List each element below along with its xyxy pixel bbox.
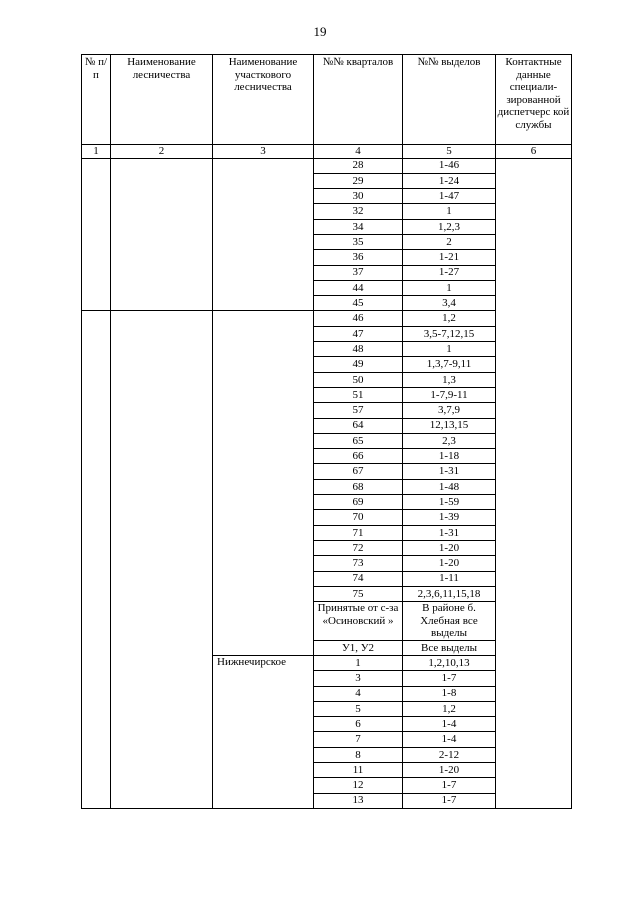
number-cell bbox=[82, 311, 111, 808]
allotment-cell: 3,5-7,12,15 bbox=[403, 326, 496, 341]
quarter-cell: 50 bbox=[314, 372, 403, 387]
allotment-cell: Все выделы bbox=[403, 640, 496, 655]
allotment-cell: 1-7 bbox=[403, 778, 496, 793]
column-number-row bbox=[82, 145, 572, 159]
allotment-cell: 3,7,9 bbox=[403, 403, 496, 418]
quarter-cell: 44 bbox=[314, 280, 403, 295]
allotment-cell: 1 bbox=[403, 204, 496, 219]
allotment-cell: 1,2 bbox=[403, 701, 496, 716]
quarter-cell: 45 bbox=[314, 296, 403, 311]
allotment-cell: 1-39 bbox=[403, 510, 496, 525]
quarter-cell: 66 bbox=[314, 449, 403, 464]
quarter-cell: 3 bbox=[314, 671, 403, 686]
district-forestry-cell bbox=[213, 311, 314, 655]
allotment-cell: 1,3,7-9,11 bbox=[403, 357, 496, 372]
header-quarters: №№ кварталов bbox=[314, 55, 403, 145]
quarter-cell: 72 bbox=[314, 540, 403, 555]
district-forestry-cell: Нижнечирское bbox=[213, 655, 314, 808]
allotment-cell: 1-21 bbox=[403, 250, 496, 265]
quarter-cell: 6 bbox=[314, 717, 403, 732]
allotment-cell: 1-46 bbox=[403, 158, 496, 173]
allotment-cell: 2-12 bbox=[403, 747, 496, 762]
quarter-cell: 49 bbox=[314, 357, 403, 372]
quarter-cell: 30 bbox=[314, 189, 403, 204]
quarter-cell: 5 bbox=[314, 701, 403, 716]
quarter-cell: 1 bbox=[314, 655, 403, 670]
allotment-cell: 1-20 bbox=[403, 556, 496, 571]
quarter-cell: 29 bbox=[314, 173, 403, 188]
contact-cell bbox=[496, 158, 572, 808]
quarter-cell: 75 bbox=[314, 586, 403, 601]
allotment-cell: 1-59 bbox=[403, 495, 496, 510]
forestry-cell bbox=[111, 158, 213, 311]
header-dispatch-contacts: Контактные данные специали-зированной диспетчерс кой службы bbox=[496, 55, 572, 145]
allotment-cell: 1-7 bbox=[403, 793, 496, 808]
allotment-cell: 1-4 bbox=[403, 717, 496, 732]
allotment-cell: 1 bbox=[403, 342, 496, 357]
quarter-cell: 73 bbox=[314, 556, 403, 571]
quarter-cell: 47 bbox=[314, 326, 403, 341]
allotment-cell: 1-20 bbox=[403, 762, 496, 777]
quarter-cell: 8 bbox=[314, 747, 403, 762]
allotment-cell: 1-20 bbox=[403, 540, 496, 555]
quarter-cell: 74 bbox=[314, 571, 403, 586]
table-row bbox=[82, 158, 572, 173]
header-district-forestry: Наименование участкового лесничества bbox=[213, 55, 314, 145]
allotment-cell: 2 bbox=[403, 234, 496, 249]
quarter-cell: 4 bbox=[314, 686, 403, 701]
quarter-cell: 12 bbox=[314, 778, 403, 793]
allotment-cell: 1-7 bbox=[403, 671, 496, 686]
page-number: 19 bbox=[313, 24, 327, 39]
quarter-cell: 32 bbox=[314, 204, 403, 219]
allotment-cell: 1,3 bbox=[403, 372, 496, 387]
header-allotments: №№ выделов bbox=[403, 55, 496, 145]
allotment-cell: 1,2 bbox=[403, 311, 496, 326]
allotment-cell: 1-11 bbox=[403, 571, 496, 586]
quarter-cell: 57 bbox=[314, 403, 403, 418]
quarter-cell: 13 bbox=[314, 793, 403, 808]
header-forestry: Наименование лесничества bbox=[111, 55, 213, 145]
district-forestry-cell bbox=[213, 158, 314, 311]
allotment-cell: 2,3,6,11,15,18 bbox=[403, 586, 496, 601]
column-number: 6 bbox=[496, 145, 572, 159]
column-number: 2 bbox=[111, 145, 213, 159]
quarter-cell: 67 bbox=[314, 464, 403, 479]
forestry-table bbox=[81, 54, 572, 809]
forestry-cell bbox=[111, 311, 213, 808]
allotment-cell: 1-27 bbox=[403, 265, 496, 280]
quarter-cell: 34 bbox=[314, 219, 403, 234]
quarter-cell: 35 bbox=[314, 234, 403, 249]
allotment-cell: 1 bbox=[403, 280, 496, 295]
quarter-cell: 70 bbox=[314, 510, 403, 525]
quarter-cell: 46 bbox=[314, 311, 403, 326]
quarter-cell: 68 bbox=[314, 479, 403, 494]
allotment-cell: 3,4 bbox=[403, 296, 496, 311]
quarter-cell: 37 bbox=[314, 265, 403, 280]
header-number: № п/п bbox=[82, 55, 111, 145]
quarter-cell: 51 bbox=[314, 387, 403, 402]
quarter-cell: 65 bbox=[314, 433, 403, 448]
quarter-cell: 71 bbox=[314, 525, 403, 540]
quarter-cell: 69 bbox=[314, 495, 403, 510]
allotment-cell: 1-18 bbox=[403, 449, 496, 464]
allotment-cell: 1,2,10,13 bbox=[403, 655, 496, 670]
column-number: 4 bbox=[314, 145, 403, 159]
quarter-cell: 11 bbox=[314, 762, 403, 777]
allotment-cell: 1-48 bbox=[403, 479, 496, 494]
column-number: 3 bbox=[213, 145, 314, 159]
quarter-cell: Принятые от с-за «Осиновский » bbox=[314, 602, 403, 641]
quarter-cell: 7 bbox=[314, 732, 403, 747]
allotment-cell: 2,3 bbox=[403, 433, 496, 448]
allotment-cell: 1-7,9-11 bbox=[403, 387, 496, 402]
quarter-cell: 28 bbox=[314, 158, 403, 173]
allotment-cell: 1-24 bbox=[403, 173, 496, 188]
quarter-cell: 36 bbox=[314, 250, 403, 265]
column-number: 1 bbox=[82, 145, 111, 159]
allotment-cell: 1-8 bbox=[403, 686, 496, 701]
allotment-cell: 1,2,3 bbox=[403, 219, 496, 234]
allotment-cell: 1-31 bbox=[403, 464, 496, 479]
allotment-cell: 1-47 bbox=[403, 189, 496, 204]
allotment-cell: В районе б. Хлебная все выделы bbox=[403, 602, 496, 641]
column-number: 5 bbox=[403, 145, 496, 159]
table-body bbox=[82, 158, 572, 808]
quarter-cell: 48 bbox=[314, 342, 403, 357]
allotment-cell: 12,13,15 bbox=[403, 418, 496, 433]
quarter-cell: У1, У2 bbox=[314, 640, 403, 655]
number-cell bbox=[82, 158, 111, 311]
allotment-cell: 1-31 bbox=[403, 525, 496, 540]
quarter-cell: 64 bbox=[314, 418, 403, 433]
allotment-cell: 1-4 bbox=[403, 732, 496, 747]
header-row bbox=[82, 55, 572, 145]
